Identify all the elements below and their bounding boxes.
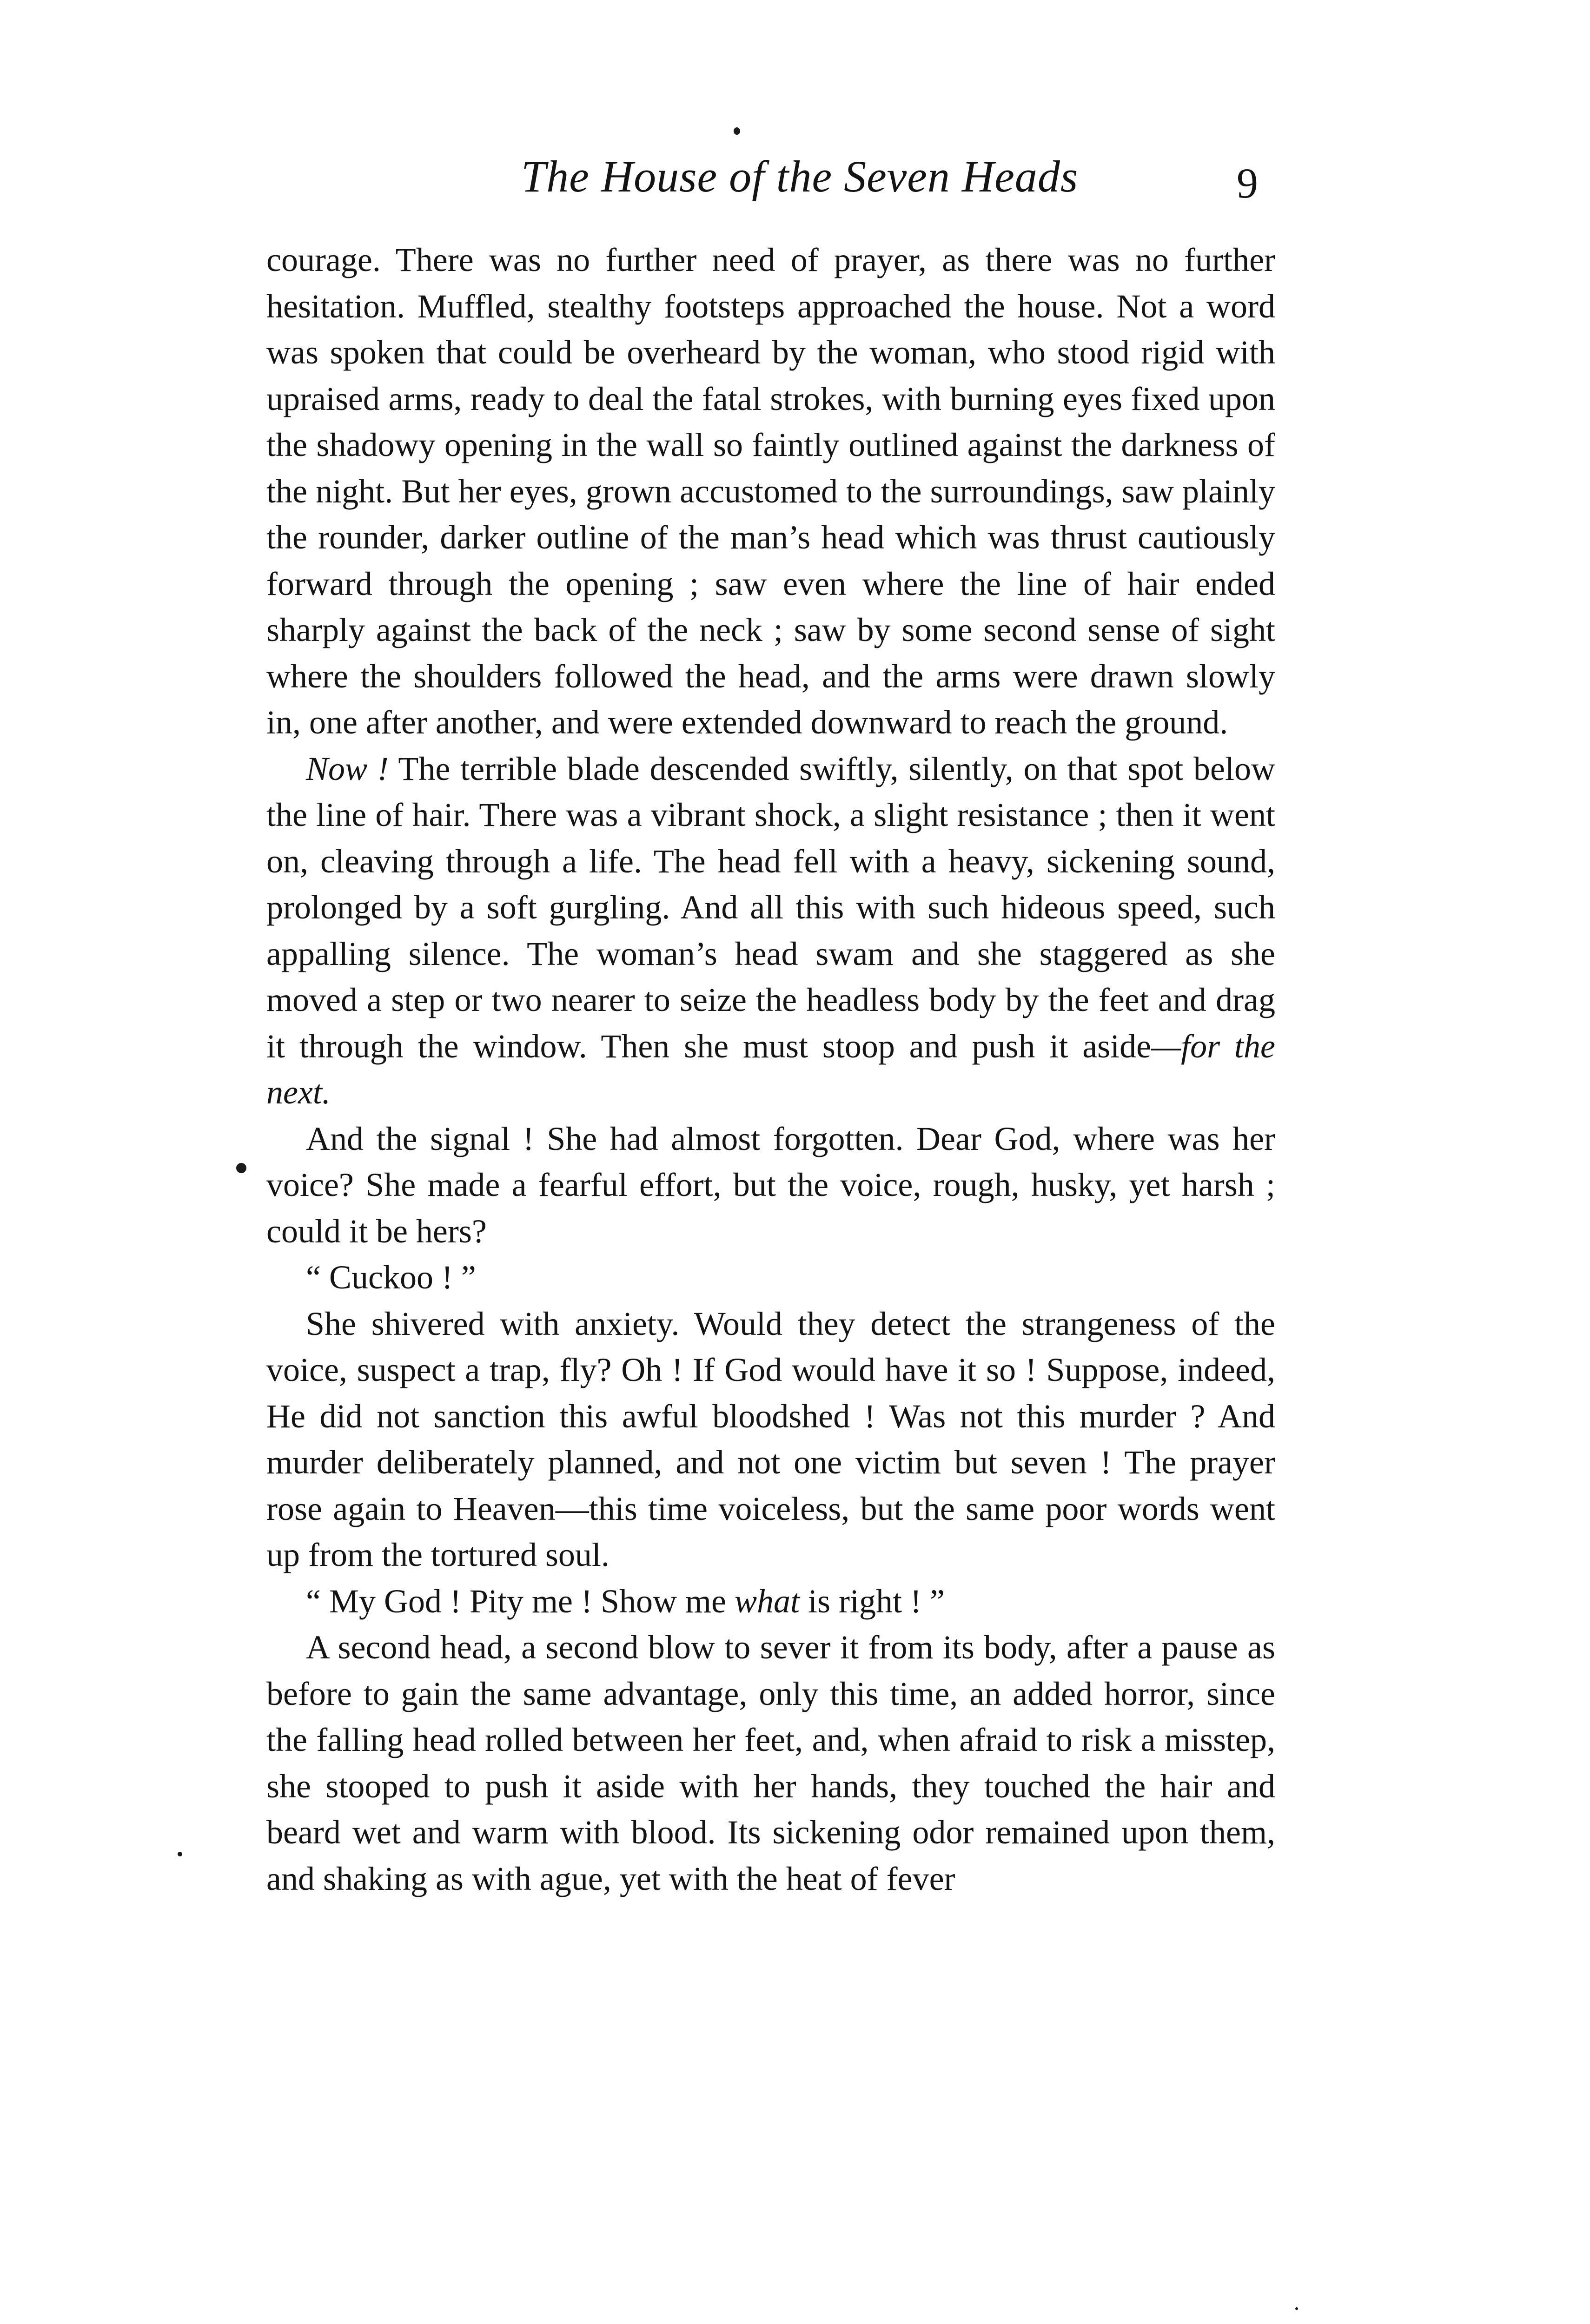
body-text xyxy=(266,237,1275,1902)
page-number: 9 xyxy=(1237,159,1258,207)
italic-exclamation: Now ! xyxy=(306,750,389,787)
print-speck xyxy=(1295,2307,1298,2310)
paragraph-text: The terrible blade descended swiftly, silently, on that spot below the line of hair. There was a vibrant shock, a slight resistance ; then it went on, cleaving through a life. The head fell with a heavy, sickening sound, prolonged by a soft gurgling. And all this with such hideous speed, such appalling silence. The woman’s head swam and she staggered as she moved a step or two nearer to seize the headless body by the feet and drag it through the window. Then she must stoop and push it aside xyxy=(266,750,1275,1065)
paragraph-text: A second head, a second blow to sever it from its body, after a pause as before to gain the same advantage, only this time, an added horror, since the falling head rolled between her feet, and, when afraid to risk a misstep, she stooped to push it aside with her hands, they touched the hair and beard wet and warm with blood. Its sickening odor remained upon them, and shaking as with ague, yet with the heat of fever xyxy=(266,1629,1275,1897)
paragraph xyxy=(266,1578,1275,1625)
dialogue-text: “ My God ! Pity me ! Show me xyxy=(306,1582,735,1620)
page-header xyxy=(0,139,1590,214)
print-speck xyxy=(734,127,740,135)
paragraph xyxy=(266,1254,1275,1301)
running-title: The House of the Seven Heads xyxy=(521,152,1079,201)
italic-word: what xyxy=(734,1582,800,1620)
paragraph xyxy=(266,1624,1275,1902)
italic-phrase: —for the next. xyxy=(266,1027,1275,1111)
paragraph xyxy=(266,746,1275,1116)
paragraph-text: She shivered with anxiety. Would they detect the strangeness of the voice, suspect a trap, fly? Oh ! If God would have it so ! Suppose, indeed, He did not sanction this awful bloodshed ! Was not this murder ? And murder deliberately planned, and not one victim but seven ! The prayer rose again to Heaven—this time voiceless, but the same poor words went up from the tortured soul. xyxy=(266,1305,1275,1573)
paragraph xyxy=(266,1116,1275,1255)
paragraph-text: And the signal ! She had almost forgotten. Dear God, where was her voice? She made a fearful effort, but the voice, rough, husky, yet harsh ; could it be hers? xyxy=(266,1120,1275,1250)
paragraph xyxy=(266,237,1275,746)
print-speck xyxy=(178,1852,182,1856)
dialogue-text: is right ! ” xyxy=(799,1582,945,1620)
print-speck xyxy=(236,1163,246,1173)
paragraph-text: courage. There was no further need of prayer, as there was no further hesitation. Muffled, stealthy footsteps approached the house. Not a word was spoken that could be overheard by the woman, who stood rigid with upraised arms, ready to deal the fatal strokes, with burning eyes fixed upon the shadowy opening in the wall so faintly outlined against the darkness of the night. But her eyes, grown accustomed to the surroundings, saw plainly the rounder, darker outline of the man’s head which was thrust cautiously forward through the opening ; saw even where the line of hair ended sharply against the back of the neck ; saw by some second sense of sight where the shoulders followed the head, and the arms were drawn slowly in, one after another, and were extended downward to reach the ground. xyxy=(266,241,1275,741)
paragraph xyxy=(266,1301,1275,1578)
dialogue-line: “ Cuckoo ! ” xyxy=(306,1259,476,1296)
